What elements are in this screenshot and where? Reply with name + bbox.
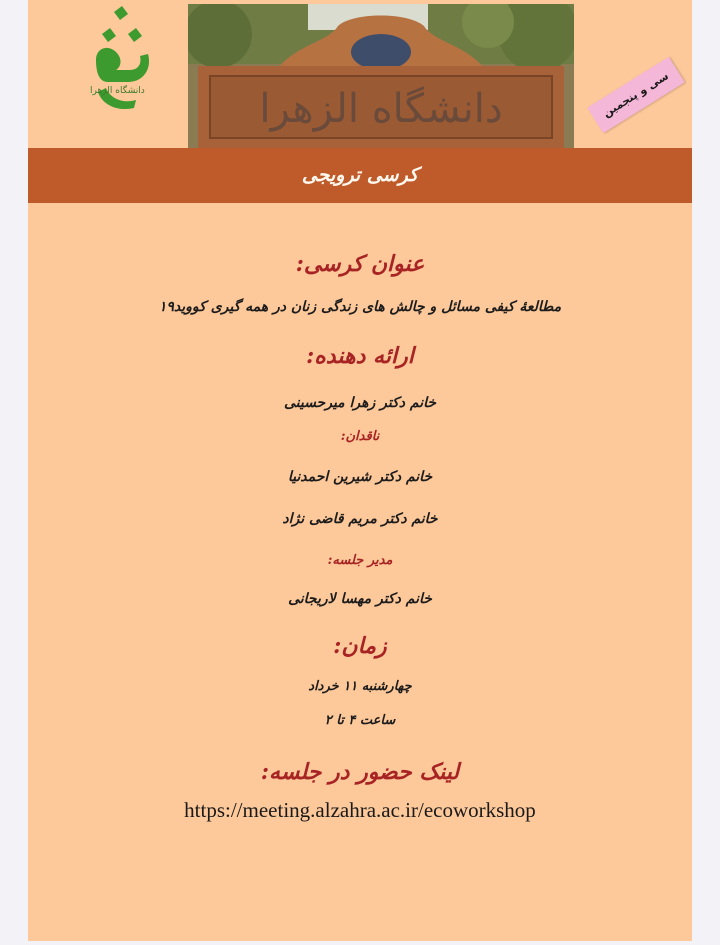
moderator-name: خانم دکتر مهسا لاریجانی bbox=[288, 591, 432, 607]
university-gate-photo bbox=[188, 4, 574, 148]
topic-heading: عنوان کرسی: bbox=[295, 251, 425, 277]
hour-text: ساعت ۴ تا ۲ bbox=[324, 713, 396, 728]
presenter-name: خانم دکتر زهرا میرحسینی bbox=[283, 395, 437, 411]
gate-sign-text: دانشگاه الزهرا bbox=[259, 86, 503, 132]
critics-heading: ناقدان: bbox=[340, 429, 380, 444]
meeting-link[interactable]: https://meeting.alzahra.ac.ir/ecoworkshop bbox=[184, 798, 536, 822]
university-logo-icon bbox=[56, 4, 186, 114]
date-text: چهارشنبه ۱۱ خرداد bbox=[308, 679, 412, 694]
topic-text: مطالعهٔ کیفی مسائل و چالش های زندگی زنان در همه گیری کووید۱۹ bbox=[158, 299, 562, 315]
link-heading: لینک حضور در جلسه: bbox=[260, 759, 460, 785]
moderator-heading: مدیر جلسه: bbox=[327, 553, 393, 568]
presenter-heading: ارائه دهنده: bbox=[306, 343, 414, 369]
critic-item: خانم دکتر مریم قاضی نژاد bbox=[282, 511, 438, 527]
header-band bbox=[28, 0, 692, 148]
logo-caption: دانشگاه الزهرا bbox=[90, 86, 145, 96]
title-bar: کرسی ترویجی bbox=[28, 148, 692, 203]
poster bbox=[28, 0, 692, 941]
edition-ribbon bbox=[580, 60, 692, 130]
edition-ribbon-label: سی و پنجمین bbox=[587, 57, 684, 133]
critic-item: خانم دکتر شیرین احمدنیا bbox=[287, 469, 433, 485]
time-heading: زمان: bbox=[333, 633, 387, 659]
content-area bbox=[28, 203, 692, 941]
